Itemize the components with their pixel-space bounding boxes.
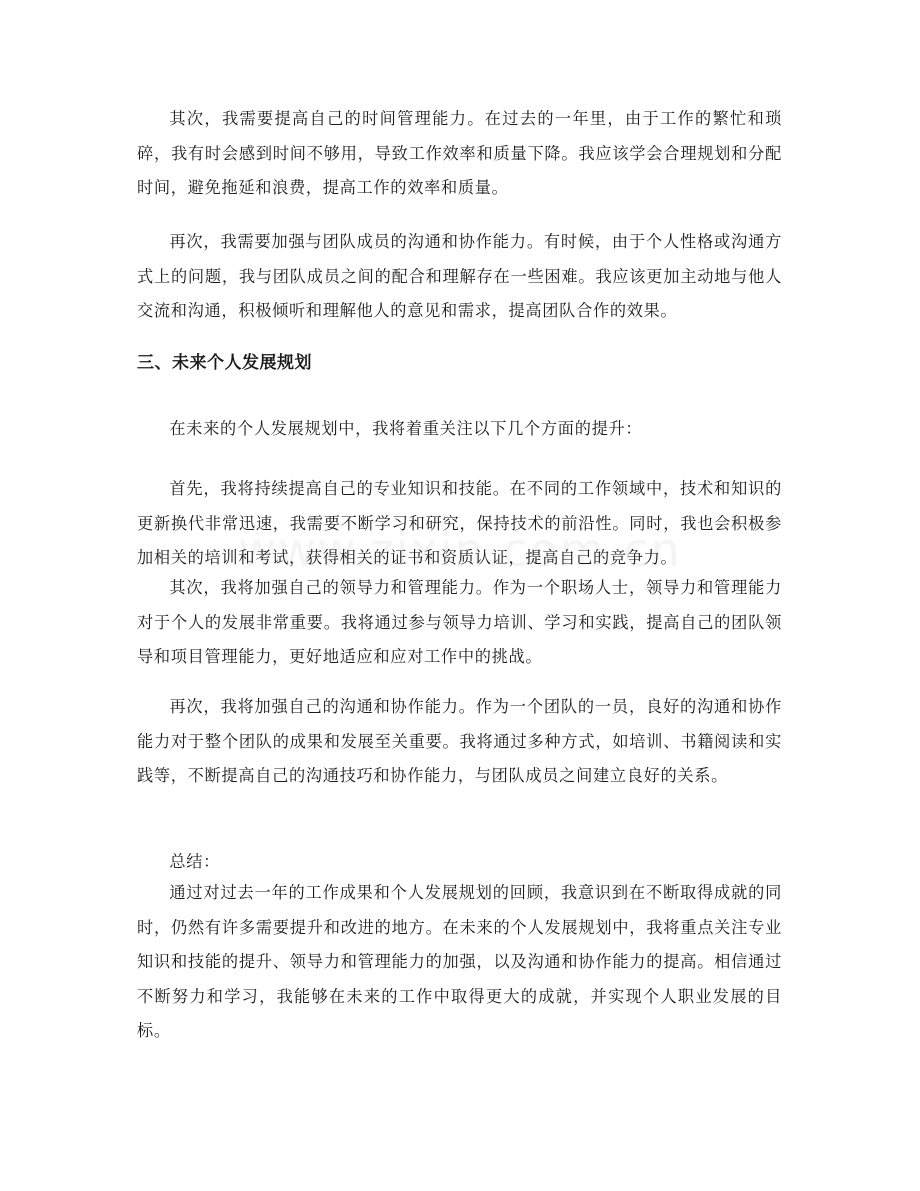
paragraph-time-management: 其次，我需要提高自己的时间管理能力。在过去的一年里，由于工作的繁忙和琐碎，我有时会感到时间不够用，导致工作效率和质量下降。我应该学会合理规划和分配时间，避免拖延和浪费，提高工作的效率和质量。 — [137, 109, 782, 197]
paragraph-summary-label: 总结： — [169, 852, 221, 871]
paragraph-team-communication: 再次，我需要加强与团队成员的沟通和协作能力。有时候，由于个人性格或沟通方式上的问题，我与团队成员之间的配合和理解存在一些困难。我应该更加主动地与他人交流和沟通，积极倾听和理解他人的意见和需求，提高团队合作的效果。 — [137, 232, 782, 320]
paragraph-summary: 通过对过去一年的工作成果和个人发展规划的回顾，我意识到在不断取得成就的同时，仍然有许多需要提升和改进的地方。在未来的个人发展规划中，我将重点关注专业知识和技能的提升、领导力和管理能力的加强，以及沟通和协作能力的提高。相信通过不断努力和学习，我能够在未来的工作中取得更大的成就，并实现个人职业发展的目标。 — [137, 883, 782, 1040]
paragraph-communication-skills: 再次，我将加强自己的沟通和协作能力。作为一个团队的一员，良好的沟通和协作能力对于整个团队的成果和发展至关重要。我将通过多种方式，如培训、书籍阅读和实践等，不断提高自己的沟通技巧和协作能力，与团队成员之间建立良好的关系。 — [137, 697, 782, 785]
paragraph-professional-skills: 首先，我将持续提高自己的专业知识和技能。在不同的工作领域中，技术和知识的更新换代非常迅速，我需要不断学习和研究，保持技术的前沿性。同时，我也会积极参加相关的培训和考试，获得相关的证书和资质认证，提高自己的竞争力。 — [137, 479, 782, 567]
section-heading-future-plan: 三、未来个人发展规划 — [137, 353, 312, 373]
paragraph-plan-intro: 在未来的个人发展规划中，我将着重关注以下几个方面的提升： — [169, 419, 643, 438]
paragraph-leadership: 其次，我将加强自己的领导力和管理能力。作为一个职场人士，领导力和管理能力对于个人的发展非常重要。我将通过参与领导力培训、学习和实践，提高自己的团队领导和项目管理能力，更好地适应和应对工作中的挑战。 — [137, 578, 782, 666]
